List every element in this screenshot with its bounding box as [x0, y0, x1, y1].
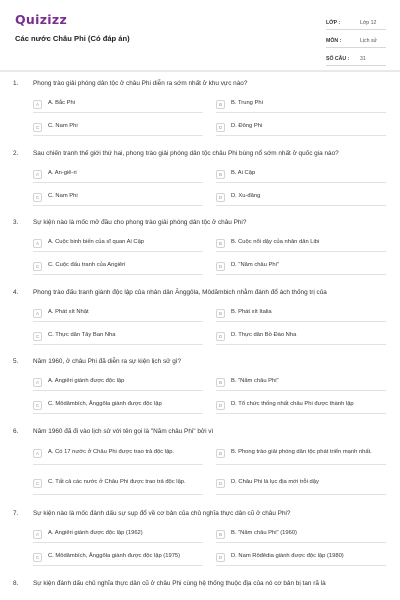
option-text: D. Đông Phi: [231, 123, 263, 130]
header-divider: [0, 70, 400, 72]
option-letter-badge: C: [33, 262, 42, 271]
option-letter-badge: B: [216, 100, 225, 109]
option-letter-badge: A: [33, 449, 42, 458]
question-text: Sự kiện nào là mốc mở đầu cho phong trào giải phóng dân tộc ở châu Phi?: [33, 219, 247, 226]
option-text: D. Thực dân Bồ Đào Nha: [231, 332, 297, 339]
option-b[interactable]: [216, 96, 386, 113]
question-2: [0, 150, 400, 210]
question-1: [0, 80, 400, 140]
option-a[interactable]: [33, 166, 203, 183]
option-text: B. Phong trào giải phóng dân tộc phát triển mạnh nhất.: [231, 449, 372, 456]
question-number: 4.: [13, 289, 19, 296]
option-letter-badge: A: [33, 530, 42, 539]
question-number: 6.: [13, 428, 19, 435]
page-title: Các nước Châu Phi (Có đáp án): [15, 34, 130, 43]
option-a[interactable]: [33, 442, 203, 465]
question-text: Sự kiện nào là mốc đánh dấu sự sụp đổ về cơ bản của chủ nghĩa thực dân cũ ở châu Phi?: [33, 510, 291, 517]
option-c[interactable]: [33, 119, 203, 136]
option-text: A. Phát xít Nhật: [48, 309, 89, 316]
option-text: C. Môdămbích, Ănggôla giành được độc lập: [48, 401, 162, 408]
option-letter-badge: A: [33, 100, 42, 109]
option-text: D. Xu-đăng: [231, 193, 261, 200]
option-letter-badge: D: [216, 401, 225, 410]
option-d[interactable]: [216, 258, 386, 275]
option-b[interactable]: [216, 235, 386, 252]
option-letter-badge: D: [216, 479, 225, 488]
option-c[interactable]: [33, 549, 203, 566]
option-text: A. An-giê-ri: [48, 170, 77, 177]
option-letter-badge: D: [216, 193, 225, 202]
option-text: B. Trung Phi: [231, 100, 263, 107]
option-a[interactable]: [33, 96, 203, 113]
option-d[interactable]: [216, 549, 386, 566]
option-b[interactable]: [216, 526, 386, 543]
question-3: [0, 219, 400, 279]
question-number: 3.: [13, 219, 19, 226]
option-c[interactable]: [33, 258, 203, 275]
option-text: C. Môdămbích, Ănggôla giành được độc lập (1975): [48, 553, 181, 560]
option-letter-badge: D: [216, 123, 225, 132]
option-text: D. Tổ chức thống nhất châu Phi được thành lập: [231, 401, 354, 408]
meta-info: [326, 12, 386, 66]
meta-subject-value: Lịch sử: [360, 38, 378, 44]
option-text: A. Có 17 nước ở Châu Phi được trao trả độc lập.: [48, 449, 175, 456]
option-letter-badge: A: [33, 378, 42, 387]
option-text: A. Angiêri giành được độc lập: [48, 378, 125, 385]
option-letter-badge: A: [33, 239, 42, 248]
option-c[interactable]: [33, 189, 203, 206]
option-text: D. "Năm châu Phi": [231, 262, 279, 269]
option-letter-badge: C: [33, 479, 42, 488]
option-b[interactable]: [216, 442, 386, 465]
option-b[interactable]: [216, 166, 386, 183]
option-letter-badge: B: [216, 378, 225, 387]
option-letter-badge: A: [33, 309, 42, 318]
option-letter-badge: B: [216, 309, 225, 318]
option-text: D. Châu Phi là lục địa mới trỗi dậy: [231, 479, 319, 486]
question-number: 5.: [13, 358, 19, 365]
option-letter-badge: B: [216, 449, 225, 458]
option-text: B. "Năm châu Phi" (1960): [231, 530, 297, 537]
option-text: A. Cuộc binh biến của sĩ quan Ai Cập: [48, 239, 145, 246]
question-text: Năm 1960, ở châu Phi đã diễn ra sự kiện lịch sử gì?: [33, 358, 182, 365]
option-letter-badge: C: [33, 123, 42, 132]
option-letter-badge: C: [33, 401, 42, 410]
option-text: B. Ai Cập: [231, 170, 256, 177]
option-d[interactable]: [216, 189, 386, 206]
option-c[interactable]: [33, 472, 203, 495]
option-letter-badge: B: [216, 170, 225, 179]
option-d[interactable]: [216, 119, 386, 136]
option-letter-badge: D: [216, 553, 225, 562]
question-8: [0, 580, 400, 594]
option-letter-badge: D: [216, 262, 225, 271]
option-text: A. Angiêri giành được độc lập (1962): [48, 530, 143, 537]
meta-count-label: SỐ CÂU :: [326, 56, 350, 62]
question-4: [0, 289, 400, 349]
worksheet-header: [0, 0, 400, 72]
meta-count-value: 31: [360, 56, 366, 62]
option-a[interactable]: [33, 374, 203, 391]
option-text: A. Bắc Phi: [48, 100, 76, 107]
option-text: C. Nam Phi: [48, 123, 78, 130]
option-text: C. Tất cả các nước ở Châu Phi được trao trả độc lập.: [48, 479, 186, 486]
option-a[interactable]: [33, 305, 203, 322]
meta-subject: [326, 30, 386, 48]
option-letter-badge: D: [216, 332, 225, 341]
question-5: [0, 358, 400, 418]
option-b[interactable]: [216, 374, 386, 391]
option-text: C. Cuộc đấu tranh của Angiêri: [48, 262, 126, 269]
option-d[interactable]: [216, 472, 386, 495]
meta-question-count: [326, 48, 386, 66]
option-letter-badge: A: [33, 170, 42, 179]
question-number: 2.: [13, 150, 19, 157]
question-text: Sau chiến tranh thế giới thứ hai, phong trào giải phóng dân tộc châu Phi bùng nổ sớm nhất ở quốc gia nào?: [33, 150, 339, 157]
option-text: D. Nam Rôđêdia giành được độc lập (1980): [231, 553, 344, 560]
option-c[interactable]: [33, 328, 203, 345]
option-letter-badge: C: [33, 332, 42, 341]
meta-grade: [326, 12, 386, 30]
option-a[interactable]: [33, 526, 203, 543]
option-text: C. Thực dân Tây Ban Nha: [48, 332, 116, 339]
question-number: 1.: [13, 80, 19, 87]
option-text: B. Phát xít Italia: [231, 309, 272, 316]
option-letter-badge: B: [216, 530, 225, 539]
option-letter-badge: B: [216, 239, 225, 248]
question-7: [0, 510, 400, 570]
option-d[interactable]: [216, 397, 386, 414]
option-text: C. Nam Phi: [48, 193, 78, 200]
question-6: [0, 428, 400, 500]
option-letter-badge: C: [33, 553, 42, 562]
meta-subject-label: MÔN :: [326, 38, 342, 44]
option-text: B. "Năm châu Phi": [231, 378, 279, 385]
question-number: 7.: [13, 510, 19, 517]
option-letter-badge: C: [33, 193, 42, 202]
option-text: B. Cuộc nổi dậy của nhân dân Libi: [231, 239, 320, 246]
meta-grade-value: Lớp 12: [360, 20, 377, 26]
quizizz-logo[interactable]: Quizizz: [15, 12, 68, 27]
question-text: Sự kiện đánh dấu chủ nghĩa thực dân cũ ở châu Phi cùng hệ thống thuộc địa của nó cơ bản bị tan rã là: [33, 580, 326, 587]
option-b[interactable]: [216, 305, 386, 322]
question-text: Phong trào đấu tranh giành độc lập của nhân dân Ănggôla, Môdămbich nhằm đánh đổ ách thống trị của: [33, 289, 327, 296]
option-c[interactable]: [33, 397, 203, 414]
question-text: Năm 1960 đã đi vào lịch sử với tên gọi là "Năm châu Phi" bởi vì: [33, 428, 214, 435]
question-number: 8.: [13, 580, 19, 587]
meta-grade-label: LỚP :: [326, 20, 341, 26]
option-d[interactable]: [216, 328, 386, 345]
question-text: Phong trào giải phóng dân tộc ở châu Phi diễn ra sớm nhất ở khu vực nào?: [33, 80, 248, 87]
option-a[interactable]: [33, 235, 203, 252]
